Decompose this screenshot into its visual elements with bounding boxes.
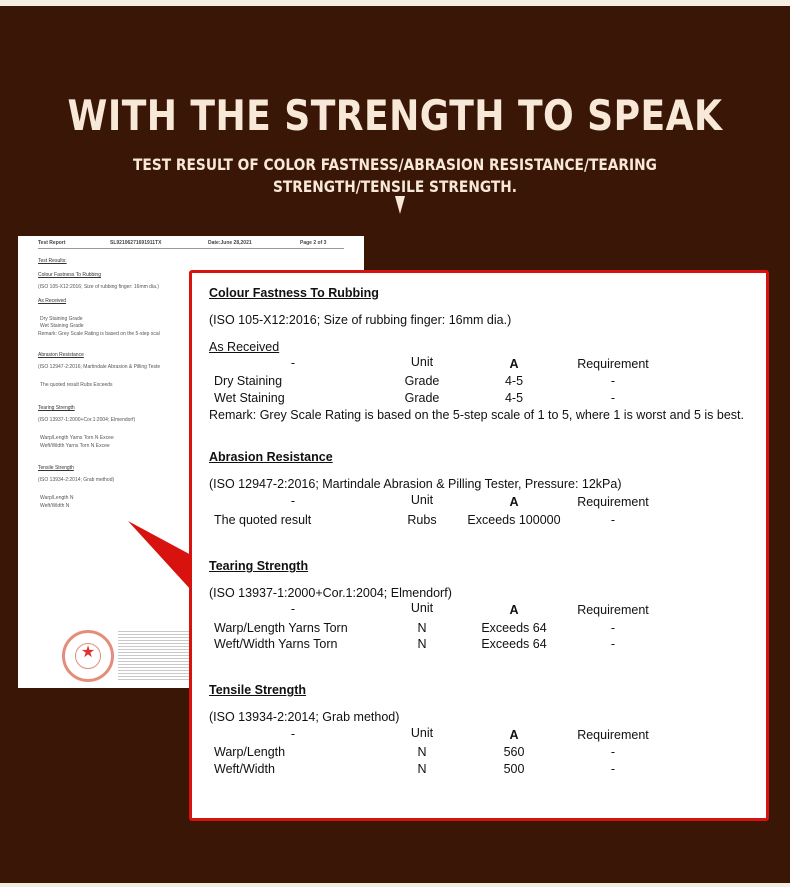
row-name: Weft/Width: [214, 762, 275, 776]
fine-print-block: [118, 630, 198, 680]
back-row: Weft/Width Yarns Torn N Excee: [40, 443, 110, 449]
section-title-tensile: Tensile Strength: [209, 683, 307, 697]
row-req: -: [610, 745, 616, 759]
back-row: Warp/Length N: [40, 495, 74, 501]
back-row: Warp/Length Yarns Torn N Excee: [40, 435, 114, 441]
row-a: 500: [503, 762, 525, 776]
row-unit: N: [417, 637, 427, 651]
col-unit: Unit: [410, 493, 434, 507]
back-divider: [38, 248, 344, 249]
back-row: The quoted result Rubs Exceeds: [40, 382, 113, 388]
col-dash: -: [290, 494, 296, 508]
back-section-method: (ISO 13937-1:2000+Cor.1:2004; Elmendorf): [38, 417, 136, 423]
back-report-page-no: Page 2 of 3: [300, 240, 327, 246]
back-report-date: Date:June 28,2021: [208, 240, 252, 246]
back-report-label: Test Report: [38, 240, 66, 246]
col-dash: -: [290, 727, 296, 741]
row-a: 4-5: [504, 374, 524, 388]
method-tearing: (ISO 13937-1:2000+Cor.1:2004; Elmendorf): [209, 586, 452, 600]
col-dash: -: [290, 356, 296, 370]
col-a: A: [509, 357, 519, 371]
back-section-title: Abrasion Resistance: [38, 352, 84, 358]
row-name: Warp/Length: [214, 745, 286, 759]
back-section-method: (ISO 105-X12:2016; Size of rubbing finger: 16mm dia.): [38, 284, 159, 290]
col-a: A: [509, 728, 519, 742]
method-abrasion: (ISO 12947-2:2016; Martindale Abrasion & Pilling Tester, Pressure: 12kPa): [209, 477, 622, 491]
row-name: Wet Staining: [214, 391, 285, 405]
row-a: 560: [503, 745, 525, 759]
subheadline: TEST RESULT OF COLOR FASTNESS/ABRASION RESISTANCE/TEARING STRENGTH/TENSILE STRENGTH.: [133, 155, 657, 196]
row-unit: Grade: [404, 391, 440, 405]
back-row: Weft/Width N: [40, 503, 70, 509]
row-a: Exceeds 64: [481, 637, 547, 651]
back-remark: Remark: Grey Scale Rating is based on the 5-step scal: [38, 331, 160, 337]
bottom-band: [0, 883, 790, 887]
row-req: -: [610, 621, 616, 635]
back-section-method: (ISO 12947-2:2016; Martindale Abrasion & Pilling Teste: [38, 364, 161, 370]
back-section-method: (ISO 13934-2:2014; Grab method): [38, 477, 115, 483]
col-a: A: [509, 495, 519, 509]
back-section-title: Tensile Strength: [38, 465, 74, 471]
row-unit: Grade: [404, 374, 440, 388]
row-name: Warp/Length Yarns Torn: [214, 621, 348, 635]
row-unit: N: [417, 621, 427, 635]
back-section-subtitle: As Received: [38, 298, 67, 304]
method-colour-fastness: (ISO 105-X12:2016; Size of rubbing finger: 16mm dia.): [209, 313, 512, 327]
row-a: Exceeds 100000: [467, 513, 561, 527]
row-req: -: [610, 374, 616, 388]
row-req: -: [610, 637, 616, 651]
method-tensile: (ISO 13934-2:2014; Grab method): [209, 710, 400, 724]
section-title-tearing: Tearing Strength: [209, 559, 309, 573]
back-test-results-label: Test Results:: [38, 258, 67, 264]
row-unit: Rubs: [407, 513, 437, 527]
seal-stamp-icon: ★: [62, 630, 114, 682]
col-dash: -: [290, 602, 296, 616]
subtitle-as-received: As Received: [209, 340, 280, 354]
row-name: Weft/Width Yarns Torn: [214, 637, 338, 651]
row-a: Exceeds 64: [481, 621, 547, 635]
row-req: -: [610, 513, 616, 527]
back-section-title: Tearing Strength: [38, 405, 75, 411]
row-unit: N: [417, 745, 427, 759]
col-requirement: Requirement: [577, 357, 649, 371]
headline: WITH THE STRENGTH TO SPEAK: [67, 91, 723, 140]
remark: Remark: Grey Scale Rating is based on the 5-step scale of 1 to 5, where 1 is worst and 5 is best.: [209, 408, 744, 422]
back-section-title: Colour Fastness To Rubbing: [38, 272, 101, 278]
col-a: A: [509, 603, 519, 617]
row-a: 4-5: [504, 391, 524, 405]
row-req: -: [610, 391, 616, 405]
col-unit: Unit: [410, 601, 434, 615]
col-requirement: Requirement: [577, 603, 649, 617]
row-unit: N: [417, 762, 427, 776]
back-report-number: SL92106271691911TX: [110, 240, 162, 246]
col-requirement: Requirement: [577, 495, 649, 509]
col-unit: Unit: [410, 726, 434, 740]
section-title-colour-fastness: Colour Fastness To Rubbing: [209, 286, 379, 300]
top-band: [0, 0, 790, 6]
report-card: [189, 270, 769, 821]
section-title-abrasion: Abrasion Resistance: [209, 450, 333, 464]
back-row: Dry Staining Grade: [40, 316, 83, 322]
back-row: Wet Staining Grade: [40, 323, 84, 329]
row-name: Dry Staining: [214, 374, 283, 388]
row-req: -: [610, 762, 616, 776]
down-arrow-icon: [395, 196, 405, 214]
row-name: The quoted result: [214, 513, 312, 527]
col-unit: Unit: [410, 355, 434, 369]
col-requirement: Requirement: [577, 728, 649, 742]
